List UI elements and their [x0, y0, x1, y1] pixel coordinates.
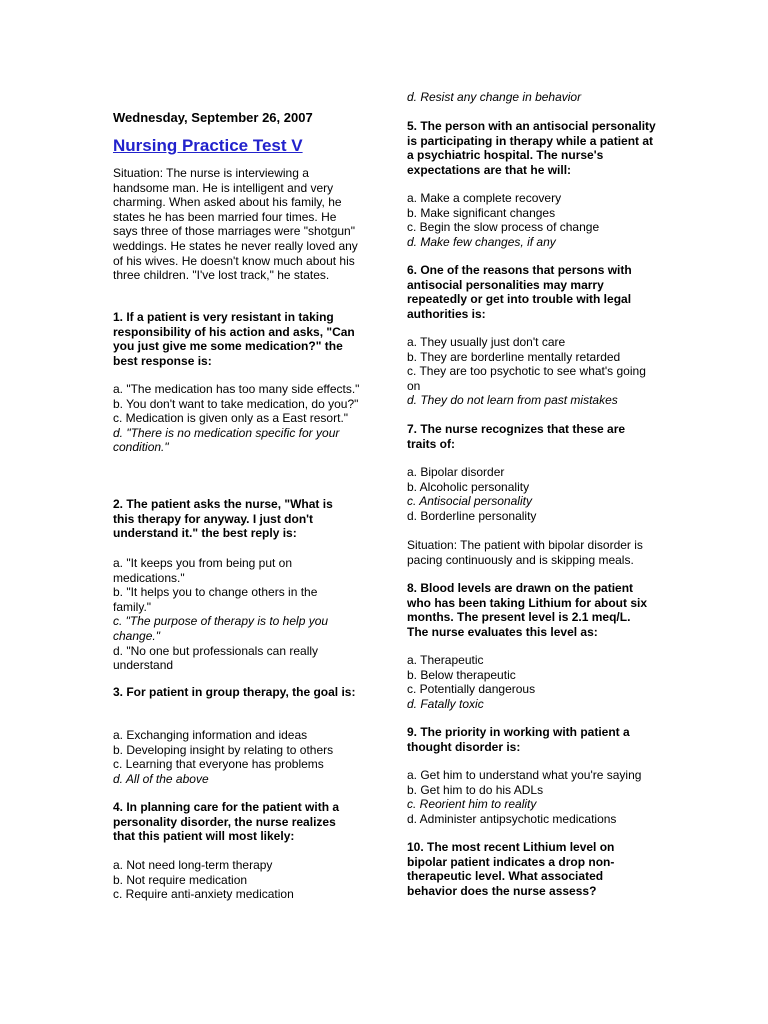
question-9-options	[407, 768, 667, 826]
option-b: b. Get him to do his ADLs	[407, 782, 544, 797]
situation-paragraph-2: Situation: The patient with bipolar disorder is pacing continuously and is skipping meals.	[407, 538, 643, 567]
option-b: b. They are borderline mentally retarded	[407, 349, 621, 364]
option-a: a. Make a complete recovery	[407, 191, 562, 205]
option-d: d. Borderline personality	[407, 508, 537, 523]
option-d-answer: d. Fatally toxic	[407, 696, 484, 711]
option-a: a. Not need long-term therapy	[113, 858, 273, 872]
question-text: 6. One of the reasons that persons with antisocial personalities may marry repeatedly or get into trouble with legal authorities is:	[407, 263, 632, 321]
option-c: c. Learning that everyone has problems	[113, 757, 324, 772]
option-c: c. Medication is given only as a East resort."	[113, 411, 349, 426]
option-c-answer: c. Antisocial personality	[407, 494, 532, 509]
option-a: a. "It keeps you from being put on medications."	[113, 556, 293, 585]
question-7	[407, 422, 652, 451]
option-c: c. Require anti-anxiety medication	[113, 887, 294, 902]
question-text: 7. The nurse recognizes that these are traits of:	[407, 422, 626, 451]
option-b: b. Below therapeutic	[407, 667, 516, 682]
option-a: a. They usually just don't care	[407, 335, 566, 349]
question-7-options	[407, 465, 662, 523]
question-text: 5. The person with an antisocial personality is participating in therapy while a patient at a psychiatric hospital. The nurse's expectations are that he will:	[407, 119, 656, 177]
question-5-options	[407, 191, 662, 249]
option-d: d. Administer antipsychotic medications	[407, 811, 617, 826]
option-c: c. They are too psychotic to see what's going on	[407, 364, 646, 393]
option-d-answer: d. They do not learn from past mistakes	[407, 393, 618, 408]
option-b: b. Developing insight by relating to others	[113, 742, 334, 757]
question-1-options	[113, 382, 363, 455]
question-5	[407, 119, 657, 177]
question-9	[407, 725, 652, 754]
option-a: a. Bipolar disorder	[407, 465, 505, 479]
question-1	[113, 310, 361, 368]
question-6-options	[407, 335, 657, 408]
question-4-options	[113, 858, 363, 902]
question-4	[113, 800, 361, 844]
option-b: b. Not require medication	[113, 872, 248, 887]
question-text: 2. The patient asks the nurse, "What is this therapy for anyway. I just don't understand it." the best reply is:	[113, 497, 333, 541]
question-6	[407, 263, 657, 321]
question-text: 3. For patient in group therapy, the goal is:	[113, 685, 356, 699]
question-text: 9. The priority in working with patient a thought disorder is:	[407, 725, 630, 754]
situation-paragraph-1: Situation: The nurse is interviewing a handsome man. He is intelligent and very charming. When asked about his family, he states he has been married four times. He says three of those marriages were "shotgun" weddings. He states he never really loved any of his wives. He doesn't know much about his three children. "I've lost track," he states.	[113, 166, 358, 283]
option-d-answer: d. "There is no medication specific for your condition."	[113, 425, 340, 455]
option-c: c. Begin the slow process of change	[407, 220, 600, 235]
option-c-answer: c. Reorient him to reality	[407, 797, 537, 812]
question-text: 8. Blood levels are drawn on the patient who has been taking Lithium for about six months. The present level is 2.1 meq/L. The nurse evaluates this level as:	[407, 581, 648, 639]
post-date: Wednesday, September 26, 2007	[113, 110, 313, 125]
option-a: a. Get him to understand what you're saying	[407, 768, 642, 782]
question-2-options	[113, 556, 345, 673]
question-text: 4. In planning care for the patient with a personality disorder, the nurse realizes that this patient will most likely:	[113, 800, 340, 844]
option-c-answer: c. "The purpose of therapy is to help you change."	[113, 614, 329, 643]
option-b: b. "It helps you to change others in the family."	[113, 585, 318, 614]
option-a: a. Therapeutic	[407, 653, 484, 667]
option-c: c. Potentially dangerous	[407, 682, 536, 697]
page-title-link[interactable]: Nursing Practice Test V	[113, 136, 303, 155]
option-a: a. Exchanging information and ideas	[113, 728, 308, 742]
option-d: d. "No one but professionals can really understand	[113, 643, 319, 673]
question-4-options-continued	[407, 90, 662, 105]
question-8	[407, 581, 652, 639]
option-d-answer: d. Make few changes, if any	[407, 234, 556, 249]
question-3	[113, 685, 361, 700]
option-a: a. "The medication has too many side effects."	[113, 382, 360, 396]
option-d-answer: d. All of the above	[113, 771, 209, 786]
question-text: 10. The most recent Lithium level on bipolar patient indicates a drop non-therapeutic level. What associated behavior does the nurse assess?	[407, 840, 615, 898]
option-b: b. Alcoholic personality	[407, 479, 530, 494]
question-10	[407, 840, 632, 898]
option-b: b. Make significant changes	[407, 205, 556, 220]
question-3-options	[113, 728, 363, 786]
question-text: 1. If a patient is very resistant in taking responsibility of his action and asks, "Can you just give me some medication?" the best response is:	[113, 310, 355, 368]
question-2	[113, 497, 353, 541]
option-b: b. You don't want to take medication, do you?"	[113, 396, 359, 411]
question-8-options	[407, 653, 662, 711]
option-d-answer: d. Resist any change in behavior	[407, 90, 582, 104]
